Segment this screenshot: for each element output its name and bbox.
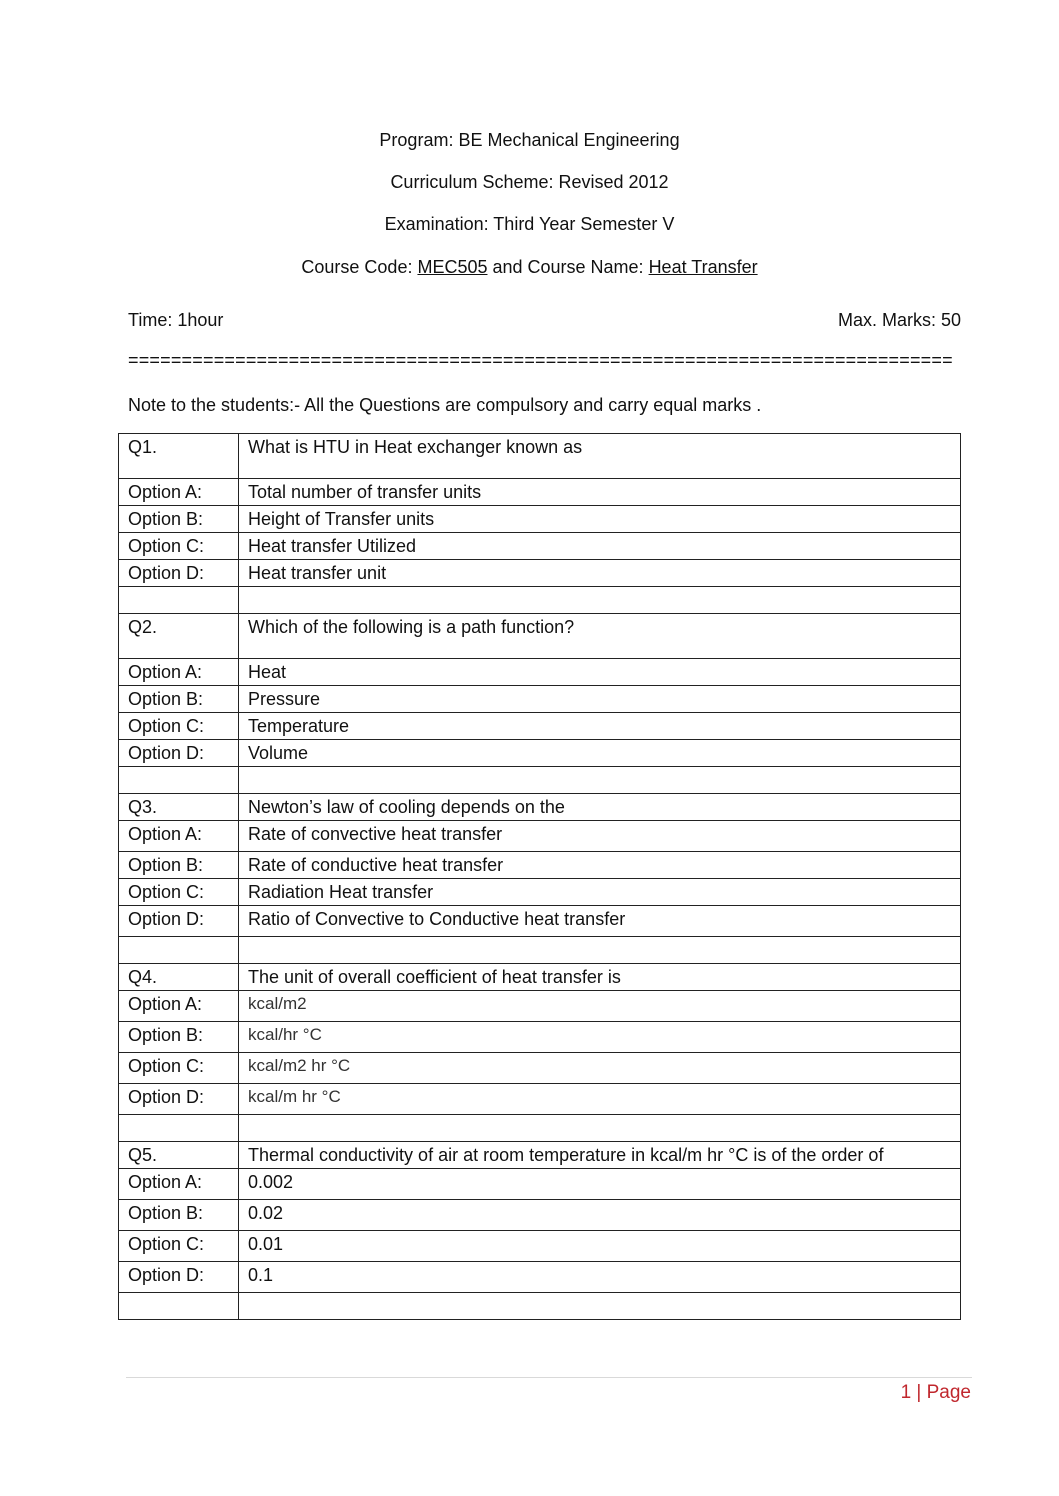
program-line: Program: BE Mechanical Engineering xyxy=(379,130,680,150)
option-text: Ratio of Convective to Conductive heat transfer xyxy=(239,906,961,937)
option-text: 0.01 xyxy=(239,1231,961,1262)
question-label: Q4. xyxy=(119,964,239,991)
question-text: The unit of overall coefficient of heat transfer is xyxy=(239,964,961,991)
option-row xyxy=(119,1053,961,1084)
option-text: Rate of convective heat transfer xyxy=(239,821,961,852)
option-label: Option C: xyxy=(119,879,239,906)
option-row xyxy=(119,991,961,1022)
question-row xyxy=(119,1142,961,1169)
question-row xyxy=(119,794,961,821)
spacer-row xyxy=(119,937,961,964)
option-text: Pressure xyxy=(239,686,961,713)
option-label: Option A: xyxy=(119,991,239,1022)
option-label: Option C: xyxy=(119,1053,239,1084)
option-text: Rate of conductive heat transfer xyxy=(239,852,961,879)
option-text: kcal/m2 hr °C xyxy=(239,1053,961,1084)
max-marks-label: Max. Marks: 50 xyxy=(837,310,961,330)
option-row xyxy=(119,1169,961,1200)
footer-divider xyxy=(126,1377,972,1378)
question-label: Q2. xyxy=(119,614,239,659)
spacer-row xyxy=(119,1115,961,1142)
option-row xyxy=(119,879,961,906)
question-label: Q3. xyxy=(119,794,239,821)
option-label: Option D: xyxy=(119,560,239,587)
option-label: Option C: xyxy=(119,533,239,560)
note-to-students: Note to the students:- All the Questions are compulsory and carry equal marks . xyxy=(128,395,762,415)
option-text: 0.02 xyxy=(239,1200,961,1231)
course-name-prefix: and Course Name: xyxy=(487,257,649,277)
option-row xyxy=(119,1200,961,1231)
option-label: Option D: xyxy=(119,740,239,767)
question-label: Q1. xyxy=(119,434,239,479)
option-text: Radiation Heat transfer xyxy=(239,879,961,906)
exam-line: Examination: Third Year Semester V xyxy=(384,214,675,234)
option-row xyxy=(119,560,961,587)
option-row xyxy=(119,686,961,713)
option-text: Total number of transfer units xyxy=(239,479,961,506)
question-row xyxy=(119,434,961,479)
course-code: MEC505 xyxy=(417,257,488,277)
option-row xyxy=(119,852,961,879)
option-text: 0.002 xyxy=(239,1169,961,1200)
option-row xyxy=(119,713,961,740)
course-name: Heat Transfer xyxy=(648,257,758,277)
question-label: Q5. xyxy=(119,1142,239,1169)
option-row xyxy=(119,1022,961,1053)
page-number: 1 | Page xyxy=(900,1382,971,1403)
question-table xyxy=(118,433,961,1320)
option-text: Temperature xyxy=(239,713,961,740)
option-text: kcal/m2 xyxy=(239,991,961,1022)
option-label: Option D: xyxy=(119,1262,239,1293)
option-row xyxy=(119,533,961,560)
option-label: Option A: xyxy=(119,659,239,686)
question-text: What is HTU in Heat exchanger known as xyxy=(239,434,961,479)
question-row xyxy=(119,964,961,991)
option-row xyxy=(119,659,961,686)
separator-line: ============================================================================= xyxy=(128,350,953,370)
option-label: Option A: xyxy=(119,821,239,852)
question-text: Thermal conductivity of air at room temperature in kcal/m hr °C is of the order of xyxy=(239,1142,961,1169)
spacer-row xyxy=(119,1293,961,1320)
option-label: Option A: xyxy=(119,1169,239,1200)
option-text: Heat transfer Utilized xyxy=(239,533,961,560)
option-label: Option C: xyxy=(119,1231,239,1262)
question-row xyxy=(119,614,961,659)
option-label: Option B: xyxy=(119,1022,239,1053)
course-line xyxy=(0,257,1059,278)
course-code-prefix: Course Code: xyxy=(301,257,418,277)
option-label: Option B: xyxy=(119,506,239,533)
option-row xyxy=(119,1262,961,1293)
option-row xyxy=(119,906,961,937)
option-row xyxy=(119,740,961,767)
option-label: Option C: xyxy=(119,713,239,740)
time-label: Time: 1hour xyxy=(128,310,224,330)
scheme-line: Curriculum Scheme: Revised 2012 xyxy=(390,172,669,192)
option-row xyxy=(119,479,961,506)
spacer-row xyxy=(119,587,961,614)
option-label: Option B: xyxy=(119,1200,239,1231)
option-row xyxy=(119,1231,961,1262)
option-text: Height of Transfer units xyxy=(239,506,961,533)
option-label: Option D: xyxy=(119,906,239,937)
option-row xyxy=(119,1084,961,1115)
question-text: Newton’s law of cooling depends on the xyxy=(239,794,961,821)
option-text: kcal/m hr °C xyxy=(239,1084,961,1115)
option-text: Volume xyxy=(239,740,961,767)
question-text: Which of the following is a path function? xyxy=(239,614,961,659)
option-row xyxy=(119,506,961,533)
option-label: Option B: xyxy=(119,852,239,879)
spacer-row xyxy=(119,767,961,794)
option-label: Option A: xyxy=(119,479,239,506)
option-text: Heat transfer unit xyxy=(239,560,961,587)
option-row xyxy=(119,821,961,852)
option-text: Heat xyxy=(239,659,961,686)
option-label: Option D: xyxy=(119,1084,239,1115)
option-label: Option B: xyxy=(119,686,239,713)
option-text: 0.1 xyxy=(239,1262,961,1293)
option-text: kcal/hr °C xyxy=(239,1022,961,1053)
